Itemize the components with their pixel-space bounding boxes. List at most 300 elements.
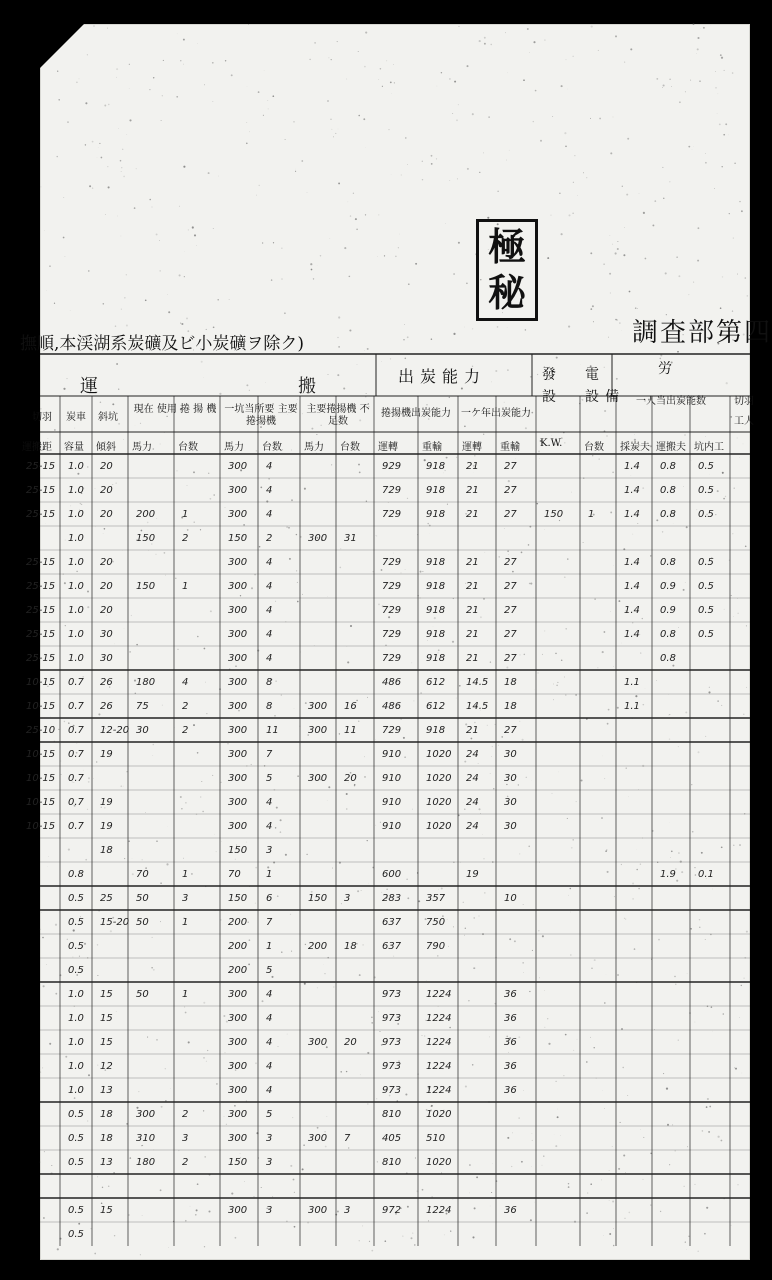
table-cell: 30 xyxy=(504,797,517,808)
sub-header-cell: 重輸 xyxy=(422,442,442,453)
table-cell: 0.8 xyxy=(68,869,84,880)
table-cell: 1.4 xyxy=(624,557,640,568)
table-cell: 13 xyxy=(100,1157,113,1168)
table-cell: 1.1 xyxy=(624,701,640,712)
table-cell: 1.0 xyxy=(68,989,84,1000)
table-cell: 1.0 xyxy=(68,1061,84,1072)
table-cell: 21 xyxy=(466,509,479,520)
table-cell: 3 xyxy=(182,893,189,904)
table-cell: 300 xyxy=(228,797,248,808)
table-cell: 7 xyxy=(344,1133,351,1144)
table-cell: 1224 xyxy=(426,989,452,1000)
table-cell: 0.5 xyxy=(68,893,84,904)
table-cell: 15 xyxy=(100,989,113,1000)
table-cell: 25-15 xyxy=(26,557,56,568)
section-power-label: 電 xyxy=(585,367,605,383)
sub-header-cell: 運轉 xyxy=(378,442,398,453)
table-cell: 300 xyxy=(228,557,248,568)
table-cell: 1.0 xyxy=(68,557,84,568)
table-cell: 1.0 xyxy=(68,1037,84,1048)
table-cell: 150 xyxy=(228,1157,248,1168)
table-cell: 283 xyxy=(382,893,402,904)
table-cell: 729 xyxy=(382,485,402,496)
table-cell: 25-15 xyxy=(26,605,56,616)
table-cell: 20 xyxy=(100,509,113,520)
table-cell: 1224 xyxy=(426,1061,452,1072)
table-cell: 26 xyxy=(100,701,113,712)
header-hoist-shortage: 主要捲揚機 不足数 xyxy=(306,404,370,427)
header-labor-end: 切羽 xyxy=(734,396,754,407)
sub-header-cell: 台数 xyxy=(178,442,198,453)
table-cell: 50 xyxy=(136,989,149,1000)
table-cell: 36 xyxy=(504,1013,517,1024)
table-cell: 6 xyxy=(266,893,273,904)
table-cell: 20 xyxy=(100,485,113,496)
table-cell: 1020 xyxy=(426,773,452,784)
table-cell: 36 xyxy=(504,989,517,1000)
table-cell: 30 xyxy=(504,749,517,760)
header-current-hoist: 現在 使用 捲 揚 機 xyxy=(133,404,217,415)
table-cell: 973 xyxy=(382,1013,402,1024)
table-cell: 150 xyxy=(228,533,248,544)
table-cell: 24 xyxy=(466,797,479,808)
header-hoist-capacity: 捲揚機出炭能力 xyxy=(381,408,451,419)
table-cell: 810 xyxy=(382,1109,402,1120)
table-cell: 1020 xyxy=(426,797,452,808)
table-cell: 180 xyxy=(136,677,156,688)
table-cell: 4 xyxy=(266,989,273,1000)
table-cell: 1.0 xyxy=(68,1085,84,1096)
table-cell: 3 xyxy=(344,1205,351,1216)
table-cell: 150 xyxy=(308,893,328,904)
table-cell: 18 xyxy=(344,941,357,952)
table-cell: 0.8 xyxy=(660,557,676,568)
table-cell: 918 xyxy=(426,629,446,640)
table-cell: 510 xyxy=(426,1133,446,1144)
table-cell: 4 xyxy=(266,629,273,640)
table-cell: 15 xyxy=(100,1037,113,1048)
table-cell: 3 xyxy=(266,1157,273,1168)
table-cell: 972 xyxy=(382,1205,402,1216)
section-output-label: 出炭能力 xyxy=(398,367,487,386)
table-cell: 0.7 xyxy=(68,797,84,808)
table-cell: 0.7 xyxy=(68,701,84,712)
sub-header-cell: 運搬夫 xyxy=(656,442,686,453)
table-cell: 300 xyxy=(308,533,328,544)
table-cell: 300 xyxy=(228,1085,248,1096)
table-cell: 4 xyxy=(266,461,273,472)
table-cell: 300 xyxy=(228,605,248,616)
table-cell: 4 xyxy=(266,1013,273,1024)
table-cell: 1.0 xyxy=(68,581,84,592)
table-cell: 1.9 xyxy=(660,869,676,880)
table-cell: 24 xyxy=(466,821,479,832)
table-cell: 150 xyxy=(228,845,248,856)
table-cell: 19 xyxy=(466,869,479,880)
table-cell: 8 xyxy=(266,677,273,688)
table-cell: 729 xyxy=(382,557,402,568)
section-transport-label: 運 xyxy=(80,376,104,397)
table-cell: 1 xyxy=(182,989,189,1000)
table-cell: 300 xyxy=(228,461,248,472)
table-cell: 1224 xyxy=(426,1037,452,1048)
header-required-hoist: 一坑当所要 主要捲揚機 xyxy=(224,404,298,427)
table-cell: 75 xyxy=(136,701,149,712)
sub-header-cell: 容量 xyxy=(64,442,84,453)
table-cell: 4 xyxy=(266,485,273,496)
stamp-char-1: 極 xyxy=(487,224,526,269)
table-cell: 486 xyxy=(382,677,402,688)
table-cell: 973 xyxy=(382,989,402,1000)
table-cell: 200 xyxy=(228,941,248,952)
table-cell: 25-15 xyxy=(26,653,56,664)
table-cell: 4 xyxy=(266,509,273,520)
table-cell: 0.5 xyxy=(698,581,714,592)
table-cell: 2 xyxy=(182,1109,189,1120)
table-cell: 18 xyxy=(504,677,517,688)
table-cell: 20 xyxy=(100,605,113,616)
table-cell: 918 xyxy=(426,581,446,592)
table-cell: 15 xyxy=(100,1013,113,1024)
table-cell: 300 xyxy=(228,773,248,784)
table-cell: 0.5 xyxy=(68,1109,84,1120)
table-cell: 729 xyxy=(382,629,402,640)
table-cell: 25-15 xyxy=(26,509,56,520)
header-annual-capacity: 一ケ年出炭能力 xyxy=(461,408,531,419)
table-cell: 50 xyxy=(136,917,149,928)
table-cell: 918 xyxy=(426,605,446,616)
table-cell: 15 xyxy=(100,1205,113,1216)
table-cell: 10-15 xyxy=(26,821,56,832)
table-cell: 20 xyxy=(344,773,357,784)
table-cell: 0.5 xyxy=(68,1229,84,1240)
table-cell: 0.8 xyxy=(660,461,676,472)
table-cell: 910 xyxy=(382,749,402,760)
table-cell: 929 xyxy=(382,461,402,472)
table-cell: 12-20 xyxy=(100,725,130,736)
table-cell: 25-10 xyxy=(26,725,56,736)
table-cell: 2 xyxy=(182,533,189,544)
table-cell: 150 xyxy=(136,533,156,544)
table-cell: 1 xyxy=(182,917,189,928)
table-cell: 4 xyxy=(266,1085,273,1096)
table-cell: 300 xyxy=(228,821,248,832)
table-cell: 150 xyxy=(544,509,564,520)
sub-header-cell: K.W. xyxy=(540,438,563,449)
table-cell: 637 xyxy=(382,941,402,952)
table-cell: 0.1 xyxy=(698,869,714,880)
table-cell: 4 xyxy=(182,677,189,688)
table-cell: 0.8 xyxy=(660,629,676,640)
table-cell: 24 xyxy=(466,773,479,784)
table-cell: 790 xyxy=(426,941,446,952)
header-face: 切羽 xyxy=(32,412,52,423)
table-cell: 70 xyxy=(228,869,241,880)
table-cell: 2 xyxy=(182,1157,189,1168)
table-cell: 300 xyxy=(228,485,248,496)
sub-header-cell: 馬力 xyxy=(132,442,152,453)
table-cell: 4 xyxy=(266,605,273,616)
table-cell: 25-15 xyxy=(26,485,56,496)
header-incline: 斜坑 xyxy=(98,412,118,423)
table-cell: 36 xyxy=(504,1085,517,1096)
table-cell: 357 xyxy=(426,893,446,904)
section-power-label-c: 設備 xyxy=(585,389,625,405)
table-cell: 4 xyxy=(266,797,273,808)
sub-header-cell: 運搬距 xyxy=(22,442,52,453)
table-cell: 300 xyxy=(228,1037,248,1048)
table-cell: 21 xyxy=(466,605,479,616)
sub-header-cell: 台数 xyxy=(340,442,360,453)
table-cell: 1 xyxy=(182,869,189,880)
table-cell: 19 xyxy=(100,797,113,808)
table-cell: 1020 xyxy=(426,1157,452,1168)
table-cell: 5 xyxy=(266,1109,273,1120)
table-cell: 50 xyxy=(136,893,149,904)
table-cell: 200 xyxy=(136,509,156,520)
table-cell: 27 xyxy=(504,725,517,736)
table-cell: 18 xyxy=(100,1109,113,1120)
table-cell: 0.5 xyxy=(68,1157,84,1168)
table-cell: 15-20 xyxy=(100,917,130,928)
table-cell: 21 xyxy=(466,485,479,496)
table-cell: 27 xyxy=(504,629,517,640)
table-cell: 5 xyxy=(266,773,273,784)
section-power-label-a: 發 xyxy=(542,367,562,383)
table-cell: 1.4 xyxy=(624,485,640,496)
table-cell: 1020 xyxy=(426,1109,452,1120)
table-cell: 14.5 xyxy=(466,677,489,688)
table-cell: 25-15 xyxy=(26,629,56,640)
department-label: 調査部第四 xyxy=(632,318,772,348)
table-cell: 1 xyxy=(182,581,189,592)
table-cell: 300 xyxy=(136,1109,156,1120)
table-cell: 14.5 xyxy=(466,701,489,712)
table-cell: 637 xyxy=(382,917,402,928)
table-cell: 1.1 xyxy=(624,677,640,688)
table-cell: 1.0 xyxy=(68,1013,84,1024)
table-cell: 0.5 xyxy=(68,965,84,976)
table-cell: 21 xyxy=(466,725,479,736)
table-cell: 10-15 xyxy=(26,701,56,712)
table-cell: 25-15 xyxy=(26,461,56,472)
section-power-label-b: 設 xyxy=(542,389,562,405)
table-cell: 10-15 xyxy=(26,677,56,688)
table-cell: 4 xyxy=(266,1037,273,1048)
table-cell: 0.5 xyxy=(68,917,84,928)
sub-header-cell: 傾斜 xyxy=(96,442,116,453)
table-cell: 3 xyxy=(344,893,351,904)
table-cell: 1.4 xyxy=(624,461,640,472)
table-cell: 8 xyxy=(266,701,273,712)
table-cell: 10-15 xyxy=(26,749,56,760)
table-grid xyxy=(40,24,750,1260)
table-cell: 7 xyxy=(266,917,273,928)
table-cell: 0.5 xyxy=(698,557,714,568)
table-cell: 21 xyxy=(466,581,479,592)
table-cell: 300 xyxy=(228,701,248,712)
table-cell: 729 xyxy=(382,605,402,616)
table-cell: 36 xyxy=(504,1061,517,1072)
table-cell: 300 xyxy=(228,725,248,736)
table-cell: 27 xyxy=(504,557,517,568)
table-cell: 3 xyxy=(266,1205,273,1216)
table-cell: 1.4 xyxy=(624,629,640,640)
table-cell: 1.0 xyxy=(68,533,84,544)
table-cell: 19 xyxy=(100,749,113,760)
header-coal-car: 炭車 xyxy=(66,412,86,423)
table-cell: 7 xyxy=(266,749,273,760)
table-cell: 918 xyxy=(426,485,446,496)
table-cell: 1.0 xyxy=(68,485,84,496)
table-cell: 4 xyxy=(266,1061,273,1072)
table-cell: 300 xyxy=(308,725,328,736)
table-cell: 4 xyxy=(266,557,273,568)
sub-header-cell: 採炭夫 xyxy=(620,442,650,453)
table-cell: 0.8 xyxy=(660,509,676,520)
table-cell: 21 xyxy=(466,653,479,664)
table-cell: 1.4 xyxy=(624,605,640,616)
table-cell: 300 xyxy=(228,1013,248,1024)
table-cell: 0.5 xyxy=(698,605,714,616)
table-cell: 36 xyxy=(504,1037,517,1048)
table-cell: 1.4 xyxy=(624,581,640,592)
table-cell: 30 xyxy=(100,629,113,640)
table-cell: 0.7 xyxy=(68,821,84,832)
table-cell: 910 xyxy=(382,797,402,808)
table-cell: 600 xyxy=(382,869,402,880)
sub-header-cell: 重輸 xyxy=(500,442,520,453)
sub-header-cell: 台数 xyxy=(262,442,282,453)
table-cell: 16 xyxy=(344,701,357,712)
table-cell: 5 xyxy=(266,965,273,976)
document-page xyxy=(20,24,772,1260)
table-cell: 30 xyxy=(136,725,149,736)
table-cell: 12 xyxy=(100,1061,113,1072)
table-cell: 27 xyxy=(504,509,517,520)
sub-header-cell: 馬力 xyxy=(304,442,324,453)
table-cell: 4 xyxy=(266,581,273,592)
table-cell: 20 xyxy=(100,557,113,568)
table-cell: 21 xyxy=(466,629,479,640)
table-cell: 13 xyxy=(100,1085,113,1096)
table-cell: 1.4 xyxy=(624,509,640,520)
table-cell: 300 xyxy=(228,581,248,592)
table-cell: 27 xyxy=(504,485,517,496)
table-cell: 10 xyxy=(504,893,517,904)
table-cell: 300 xyxy=(228,1061,248,1072)
table-cell: 4 xyxy=(266,821,273,832)
table-cell: 300 xyxy=(228,629,248,640)
table-cell: 300 xyxy=(308,773,328,784)
stamp-char-2: 秘 xyxy=(487,270,526,315)
table-cell: 729 xyxy=(382,653,402,664)
table-cell: 1224 xyxy=(426,1085,452,1096)
table-cell: 0.5 xyxy=(68,941,84,952)
table-cell: 918 xyxy=(426,509,446,520)
table-cell: 0.5 xyxy=(698,461,714,472)
table-cell: 3 xyxy=(266,1133,273,1144)
table-cell: 0.8 xyxy=(660,653,676,664)
table-cell: 0.7 xyxy=(68,677,84,688)
table-cell: 36 xyxy=(504,1205,517,1216)
table-cell: 1.0 xyxy=(68,509,84,520)
header-labor-end-2: 工人 xyxy=(734,416,754,427)
sub-header-cell: 運轉 xyxy=(462,442,482,453)
table-cell: 910 xyxy=(382,773,402,784)
table-cell: 18 xyxy=(100,845,113,856)
table-cell: 612 xyxy=(426,677,446,688)
table-cell: 729 xyxy=(382,509,402,520)
table-title: 撫順,本渓湖系炭礦及ビ小炭礦ヲ除ク) xyxy=(20,334,305,354)
table-cell: 973 xyxy=(382,1061,402,1072)
table-cell: 200 xyxy=(308,941,328,952)
table-cell: 10-15 xyxy=(26,797,56,808)
table-cell: 1 xyxy=(266,941,273,952)
table-cell: 1224 xyxy=(426,1013,452,1024)
table-cell: 300 xyxy=(228,1133,248,1144)
table-cell: 300 xyxy=(308,1133,328,1144)
table-cell: 11 xyxy=(344,725,357,736)
table-cell: 19 xyxy=(100,821,113,832)
table-cell: 918 xyxy=(426,653,446,664)
table-cell: 27 xyxy=(504,653,517,664)
table-cell: 10-15 xyxy=(26,773,56,784)
table-cell: 27 xyxy=(504,605,517,616)
table-cell: 24 xyxy=(466,749,479,760)
table-cell: 405 xyxy=(382,1133,402,1144)
table-cell: 1020 xyxy=(426,821,452,832)
table-cell: 300 xyxy=(228,653,248,664)
table-cell: 30 xyxy=(504,821,517,832)
table-cell: 25-15 xyxy=(26,581,56,592)
table-cell: 2 xyxy=(182,701,189,712)
table-cell: 2 xyxy=(182,725,189,736)
table-cell: 0.7 xyxy=(68,725,84,736)
table-cell: 750 xyxy=(426,917,446,928)
table-cell: 1.0 xyxy=(68,461,84,472)
table-cell: 31 xyxy=(344,533,357,544)
table-cell: 20 xyxy=(100,461,113,472)
table-cell: 0.8 xyxy=(660,485,676,496)
table-cell: 30 xyxy=(100,653,113,664)
table-cell: 26 xyxy=(100,677,113,688)
table-cell: 1020 xyxy=(426,749,452,760)
section-transport-label-2: 搬 xyxy=(298,376,322,397)
table-cell: 300 xyxy=(228,989,248,1000)
table-cell: 0.5 xyxy=(68,1133,84,1144)
table-cell: 910 xyxy=(382,821,402,832)
table-cell: 70 xyxy=(136,869,149,880)
table-cell: 918 xyxy=(426,725,446,736)
table-cell: 300 xyxy=(228,509,248,520)
table-cell: 1 xyxy=(182,509,189,520)
table-cell: 1224 xyxy=(426,1205,452,1216)
table-cell: 918 xyxy=(426,557,446,568)
table-cell: 20 xyxy=(100,581,113,592)
table-cell: 973 xyxy=(382,1037,402,1048)
table-cell: 4 xyxy=(266,653,273,664)
table-cell: 0.5 xyxy=(698,509,714,520)
table-cell: 310 xyxy=(136,1133,156,1144)
table-cell: 486 xyxy=(382,701,402,712)
table-cell: 729 xyxy=(382,581,402,592)
table-cell: 21 xyxy=(466,461,479,472)
table-cell: 300 xyxy=(228,1205,248,1216)
table-cell: 27 xyxy=(504,581,517,592)
table-cell: 200 xyxy=(228,917,248,928)
table-cell: 150 xyxy=(136,581,156,592)
